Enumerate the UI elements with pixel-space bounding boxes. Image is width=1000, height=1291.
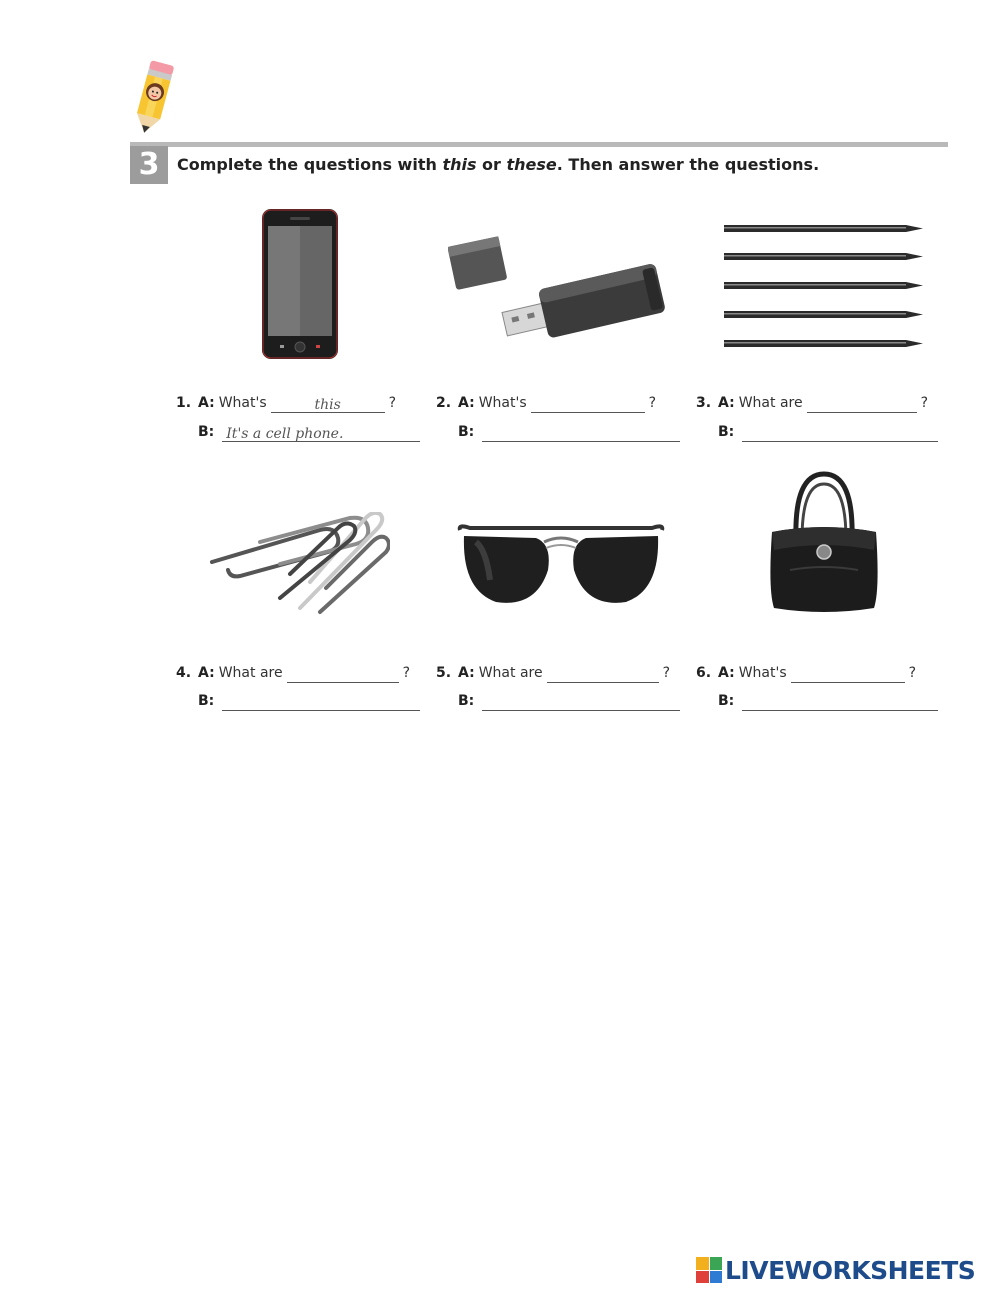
pencil-avatar-icon — [128, 58, 180, 134]
question-4-a: 4. A: What are ? — [176, 665, 411, 681]
liveworksheets-logo-icon — [696, 1257, 722, 1283]
question-1-b: B: It's a cell phone. — [198, 422, 420, 442]
cell-phone-picture — [260, 208, 340, 360]
answer-blank-2[interactable] — [531, 397, 645, 413]
handbag-picture — [760, 470, 888, 615]
paper-clips-picture — [200, 512, 390, 617]
question-2-b: B: — [458, 422, 680, 442]
sunglasses-picture — [456, 520, 666, 610]
question-3-b: B: — [718, 422, 938, 442]
answer-line-2[interactable] — [482, 426, 680, 442]
answer-blank-3[interactable] — [807, 397, 917, 413]
answer-blank-4[interactable] — [287, 667, 399, 683]
liveworksheets-logo[interactable] — [696, 1255, 975, 1285]
question-1-a: 1. A: What's this ? — [176, 395, 397, 413]
answer-line-1[interactable]: It's a cell phone. — [222, 426, 420, 442]
usb-drive-picture — [448, 225, 676, 340]
question-5-b: B: — [458, 691, 680, 711]
question-2-a: 2. A: What's ? — [436, 395, 657, 411]
header-rule — [130, 142, 948, 147]
answer-line-4[interactable] — [222, 695, 420, 711]
question-6-b: B: — [718, 691, 938, 711]
answer-blank-6[interactable] — [791, 667, 905, 683]
question-6-a: 6. A: What's ? — [696, 665, 917, 681]
answer-line-6[interactable] — [742, 695, 938, 711]
question-4-b: B: — [198, 691, 420, 711]
question-3-a: 3. A: What are ? — [696, 395, 929, 411]
exercise-instruction: Complete the questions with this or these. Then answer the questions. — [177, 155, 820, 174]
question-5-a: 5. A: What are ? — [436, 665, 671, 681]
answer-line-3[interactable] — [742, 426, 938, 442]
answer-line-5[interactable] — [482, 695, 680, 711]
answer-blank-1[interactable]: this — [271, 397, 385, 413]
pencils-picture — [722, 220, 927, 352]
answer-blank-5[interactable] — [547, 667, 659, 683]
liveworksheets-brand-text: LIVEWORKSHEETS — [725, 1255, 976, 1285]
exercise-number: 3 — [130, 146, 168, 184]
